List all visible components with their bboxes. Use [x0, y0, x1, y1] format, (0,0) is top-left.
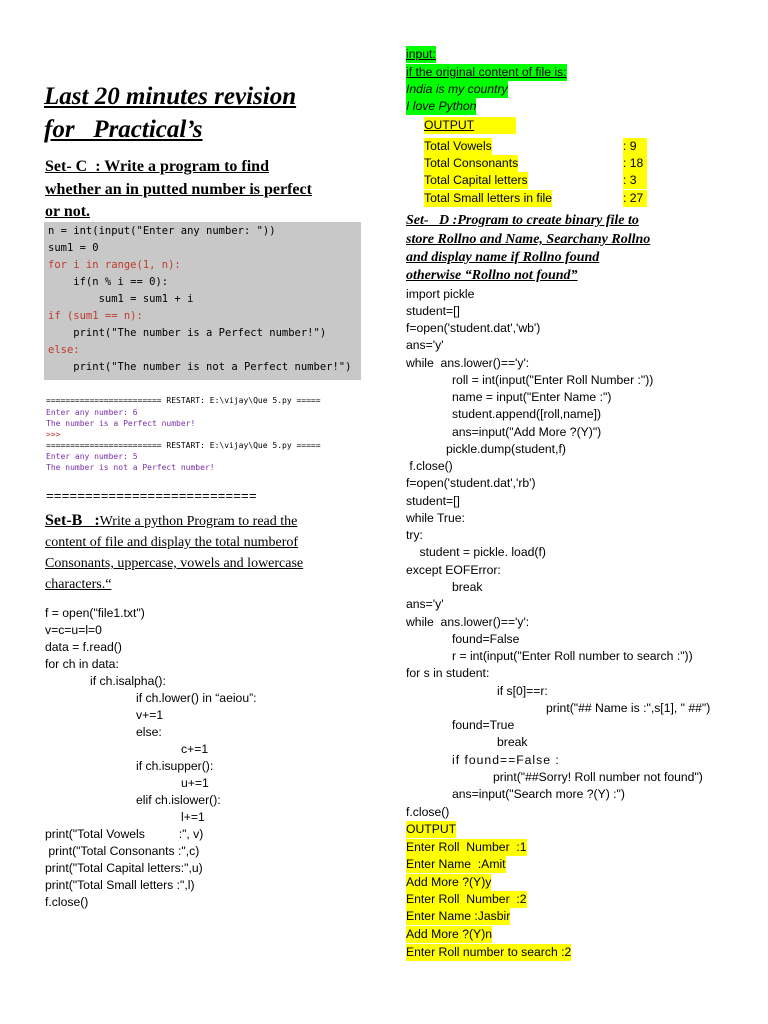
page-title-line-2: for Practical’s	[44, 116, 203, 143]
code-line: pickle.dump(student,f)	[446, 442, 566, 456]
result-label: Total Consonants	[424, 155, 518, 172]
code-line: try:	[406, 528, 423, 542]
output-line: Add More ?(Y)y	[406, 874, 491, 891]
code-line: print("## Name is :",s[1], " ##")	[546, 701, 711, 715]
shell-line: The number is a Perfect number!	[46, 419, 196, 428]
result-value: : 3	[623, 172, 647, 189]
result-label: Total Small letters in file	[424, 190, 552, 207]
output-line: Add More ?(Y)n	[406, 926, 492, 943]
result-value: : 9	[623, 138, 647, 155]
input-label: input:	[406, 46, 436, 63]
code-line: f.close()	[406, 459, 453, 473]
set-b-heading-line: Set-B :Write a python Program to read the	[45, 512, 298, 529]
code-line: v+=1	[136, 708, 164, 722]
output-line: Enter Name :Amit	[406, 856, 506, 873]
code-line: break	[452, 580, 483, 594]
code-line: print("##Sorry! Roll number not found")	[493, 770, 703, 784]
code-line: if ch.lower() in “aeiou”:	[136, 691, 257, 705]
code-line: student=[]	[406, 304, 460, 318]
code-line: ans='y'	[406, 597, 444, 611]
code-line: except EOFError:	[406, 563, 501, 577]
code-line: for s in student:	[406, 666, 490, 680]
set-b-heading-line: content of file and display the total numberof	[45, 535, 299, 550]
code-line: print("The number is not a Perfect number!")	[48, 361, 352, 373]
code-line: if s[0]==r:	[497, 684, 548, 698]
code-line: else:	[136, 725, 162, 739]
code-line: sum1 = sum1 + i	[48, 293, 194, 305]
code-line: f = open("file1.txt")	[45, 606, 145, 620]
code-line: for i in range(1, n):	[48, 259, 181, 271]
set-d-heading-line: otherwise “Rollno not found”	[406, 268, 578, 283]
output-label: OUTPUT	[424, 117, 516, 134]
code-line: name = input("Enter Name :")	[452, 390, 612, 404]
content-line: I love Python	[406, 98, 476, 115]
shell-line: Enter any number: 5	[46, 452, 138, 461]
output-line: Enter Name :Jasbir	[406, 908, 510, 925]
set-c-heading-line: whether an in putted number is perfect	[45, 181, 312, 198]
output-line: Enter Roll number to search :2	[406, 944, 571, 961]
set-d-heading-line: Set- D :Program to create binary file to	[406, 213, 639, 228]
set-d-heading-line: and display name if Rollno found	[406, 250, 600, 265]
result-label: Total Capital letters	[424, 172, 528, 189]
output-line: Enter Roll Number :1	[406, 839, 527, 856]
set-d-heading-line: store Rollno and Name, Searchany Rollno	[406, 232, 651, 247]
set-b-heading-line: characters.“	[45, 577, 112, 592]
code-line: ans=input("Add More ?(Y)")	[452, 425, 602, 439]
page-title-line-1: Last 20 minutes revision	[44, 83, 297, 110]
code-line: found=False	[452, 632, 520, 646]
result-value: : 27	[623, 190, 647, 207]
code-line: r = int(input("Enter Roll number to search :"))	[452, 649, 693, 663]
code-line: if ch.isalpha():	[90, 674, 166, 688]
section-separator: ===========================	[46, 489, 257, 504]
code-line: f.close()	[406, 805, 450, 819]
output-line: Enter Roll Number :2	[406, 891, 527, 908]
shell-line: Enter any number: 6	[46, 408, 138, 417]
code-line: if ch.isupper():	[136, 759, 214, 773]
code-line: f=open('student.dat','wb')	[406, 321, 541, 335]
code-line: print("Total Small letters :",l)	[45, 878, 195, 892]
set-c-heading-line: Set- C : Write a program to find	[45, 158, 269, 175]
code-line: print("The number is a Perfect number!")	[48, 327, 327, 339]
shell-line: >>>	[46, 430, 61, 439]
code-line: for ch in data:	[45, 657, 119, 671]
code-line: sum1 = 0	[48, 242, 99, 254]
code-line: f.close()	[45, 895, 89, 909]
set-c-code-block	[44, 222, 361, 380]
code-line: while True:	[406, 511, 465, 525]
code-line: u+=1	[181, 776, 209, 790]
code-line: print("Total Vowels :", v)	[45, 827, 204, 841]
code-line: student = pickle. load(f)	[406, 545, 546, 559]
code-line: else:	[48, 344, 80, 356]
code-line: if(n % i == 0):	[48, 276, 169, 288]
code-line: while ans.lower()=='y':	[406, 615, 530, 629]
set-c-shell-output	[44, 394, 361, 474]
code-line: data = f.read()	[45, 640, 122, 654]
set-c-heading-line: or not.	[45, 203, 91, 220]
code-line: while ans.lower()=='y':	[406, 356, 530, 370]
code-line: if (sum1 == n):	[48, 310, 143, 322]
output-line: OUTPUT	[406, 821, 456, 838]
code-line: roll = int(input("Enter Roll Number :"))	[452, 373, 654, 387]
code-line: elif ch.islower():	[136, 793, 221, 807]
code-line: import pickle	[406, 287, 475, 301]
code-line: f=open('student.dat','rb')	[406, 476, 536, 490]
shell-line: ======================== RESTART: E:\vijay\Que 5.py =====	[46, 441, 321, 450]
shell-line: The number is not a Perfect number!	[46, 463, 215, 472]
result-label: Total Vowels	[424, 138, 492, 155]
code-line: found=True	[452, 718, 515, 732]
code-line: print("Total Consonants :",c)	[45, 844, 200, 858]
content-line: India is my country	[406, 81, 508, 98]
code-line: if found==False :	[452, 753, 560, 767]
shell-line: ======================== RESTART: E:\vijay\Que 5.py =====	[46, 396, 321, 405]
set-b-heading-line: Consonants, uppercase, vowels and lowercase	[45, 556, 304, 571]
code-line: break	[497, 735, 528, 749]
code-line: ans='y'	[406, 338, 444, 352]
code-line: student.append([roll,name])	[452, 407, 602, 421]
code-line: l+=1	[181, 810, 205, 824]
code-line: print("Total Capital letters:",u)	[45, 861, 203, 875]
code-line: n = int(input("Enter any number: "))	[48, 225, 276, 237]
code-line: student=[]	[406, 494, 460, 508]
code-line: v=c=u=l=0	[45, 623, 102, 637]
code-line: c+=1	[181, 742, 209, 756]
original-content-label: if the original content of file is:	[406, 64, 567, 81]
result-value: : 18	[623, 155, 647, 172]
code-line: ans=input("Search more ?(Y) :")	[452, 787, 625, 801]
